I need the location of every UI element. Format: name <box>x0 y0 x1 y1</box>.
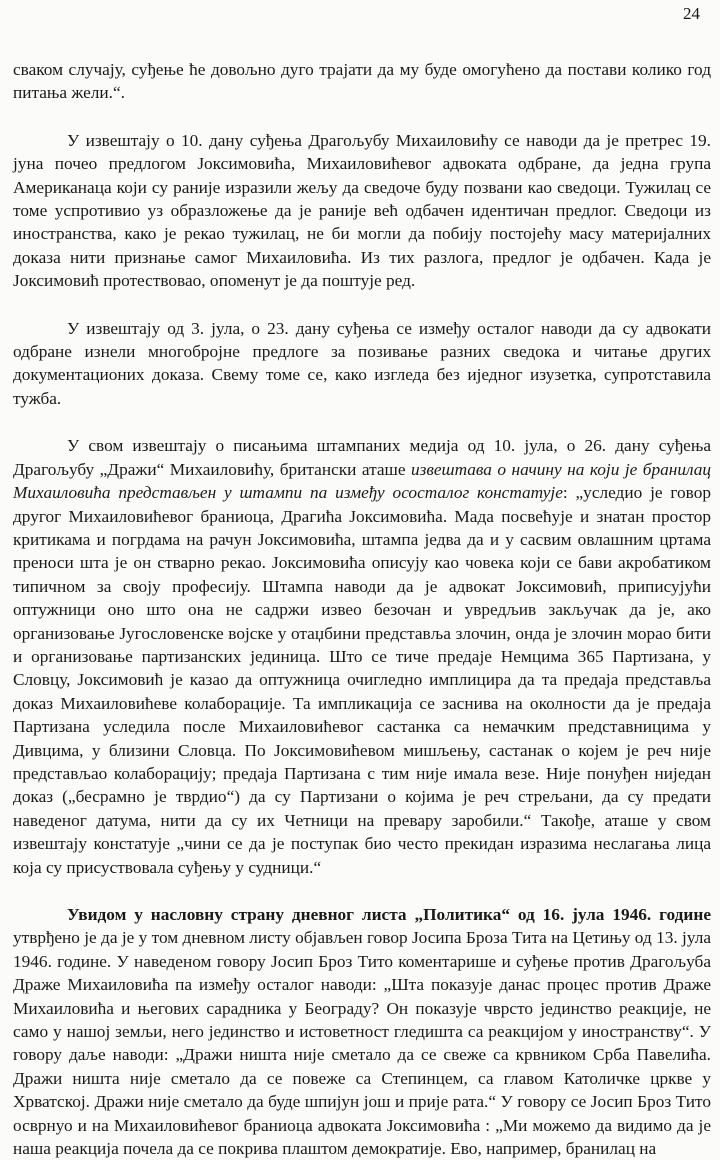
paragraph-day-10-report: У извештају о 10. дану суђења Драгољубу Михаиловићу се наводи да је претрес 19. јуна почео предлогом Јоксимовића, Михаиловићевог адвоката одбране, да једна група Американаца који су раније изразили жељу да сведоче буду позвани као сведоци. Тужилац се томе успротивио уз образложење да је раније већ одбачен идентичан предлог. Сведоци из иностранства, како је рекао тужилац, не би могли да побију постојећу масу материјалних доказа нити признање самог Михаиловића. Из тих разлога, предлог је одбачен. Када је Јоксимовић протествовао, опоменут је да поштује ред. <box>13 130 711 291</box>
press-report-italic: извештава о начину на који је бранилац Михаиловића представљен у штампи па између ососталог констатује <box>13 459 711 503</box>
paragraph-july-3-report: У извештају од 3. јула, о 23. дану суђења се између осталог наводи да су адвокати одбране изнели многобројне предлоге за позивање разних сведока и читање других документационих доказа. Свему томе се, како изгледа без иједног изузетка, супротставила тужба. <box>13 318 711 408</box>
politika-body: утврђено је да је у том дневном листу објављен говор Јосипа Броза Тита на Цетињу од 13. јула 1946. године. У наведеном говору Јосип Броз Тито коментарише и суђење против Драгољуба Драже Михаиловића па између осталог наводи: „Шта показује данас процес против Драже Михаиловића и његових сарадника у Београду? Он показује чврсто јединство реакције, не само у нашој земљи, него јединство и истоветност гледишта са реакцијом у иностранству“. У говору даље наводи: „Дражи ништа није сметало да се свеже са крвником Срба Павелића. Дражи ништа није сметало да се повеже са Степинцем, са главом Католичке цркве у Хрватској. Дражи није сметало да буде шпијун још и прије рата.“ У говору се Јосип Броз Тито осврнуо и на Михаиловићевог браниоца адвоката Јоксимовића : „Ми можемо да видимо да је наша реакција почела да се покрива плаштом демократије. Ево, например, бранилац на <box>13 928 711 1159</box>
paragraph-politika <box>13 903 711 1160</box>
page-number: 24 <box>683 4 700 23</box>
politika-bold-lead: Увидом у насловну страну дневног листа „Политика“ од 16. јула 1946. године <box>67 905 711 924</box>
document-body <box>13 58 711 1160</box>
press-report-intro: У свом извештају о писањима штампаних медија од 10. јула, о 26. дану суђења Драгољубу „Дражи“ Михаиловићу, британски аташе <box>13 436 711 479</box>
paragraph-press-report <box>13 434 711 879</box>
press-report-quote: : „уследио је говор другог Михаиловићевог браниоца, Драгића Јоксимовића. Мада посвећује и знатан простор критикама и погрдама на рачун Јоксимовића, штампа једва да и у сасвим овлашним цртама преноси шта је он стварно рекао. Јоксимовића описују као човека који се бави акробатиком типичном за своју професију. Штампа наводи да је адвокат Јоксимовић, приписујући оптужници оно што она не садржи извео безочан и увредљив закључак да је, ако организовање Југословенске војске у отаџбини представља злочин, онда је злочин морао бити и организовање партизанских јединица. Што се тиче предаје Немцима 365 Партизана, у Словцу, Јоксимовић је казао да оптужница очигледно имплицира да та предаја представља доказ Михаиловићеве колаборације. Та импликација се заснива на околности да је предаја Партизана уследила после Михаиловићевог састанка са немачким представницима у Дивцима, у близини Словца. По Јоксимовићевом мишљењу, састанак о којем је реч није представљао колаборацију; предаја Партизана с тим није имала везе. Није понуђен ниједан доказ („бесрамно је тврдио“) да су Партизани о којима је реч стрељани, да су предати наведеног датума, нити да су их Четници на превару заробили.“ Такође, аташе у свом извештају констатује „чини се да је поступак био често прекидан изразима неслагања лица која су присуствовала суђењу у судници.“ <box>13 483 711 877</box>
paragraph-continuation: сваком случају, суђење ће довољно дуго трајати да му буде омогућено да постави колико год питања жели.“. <box>13 60 711 103</box>
